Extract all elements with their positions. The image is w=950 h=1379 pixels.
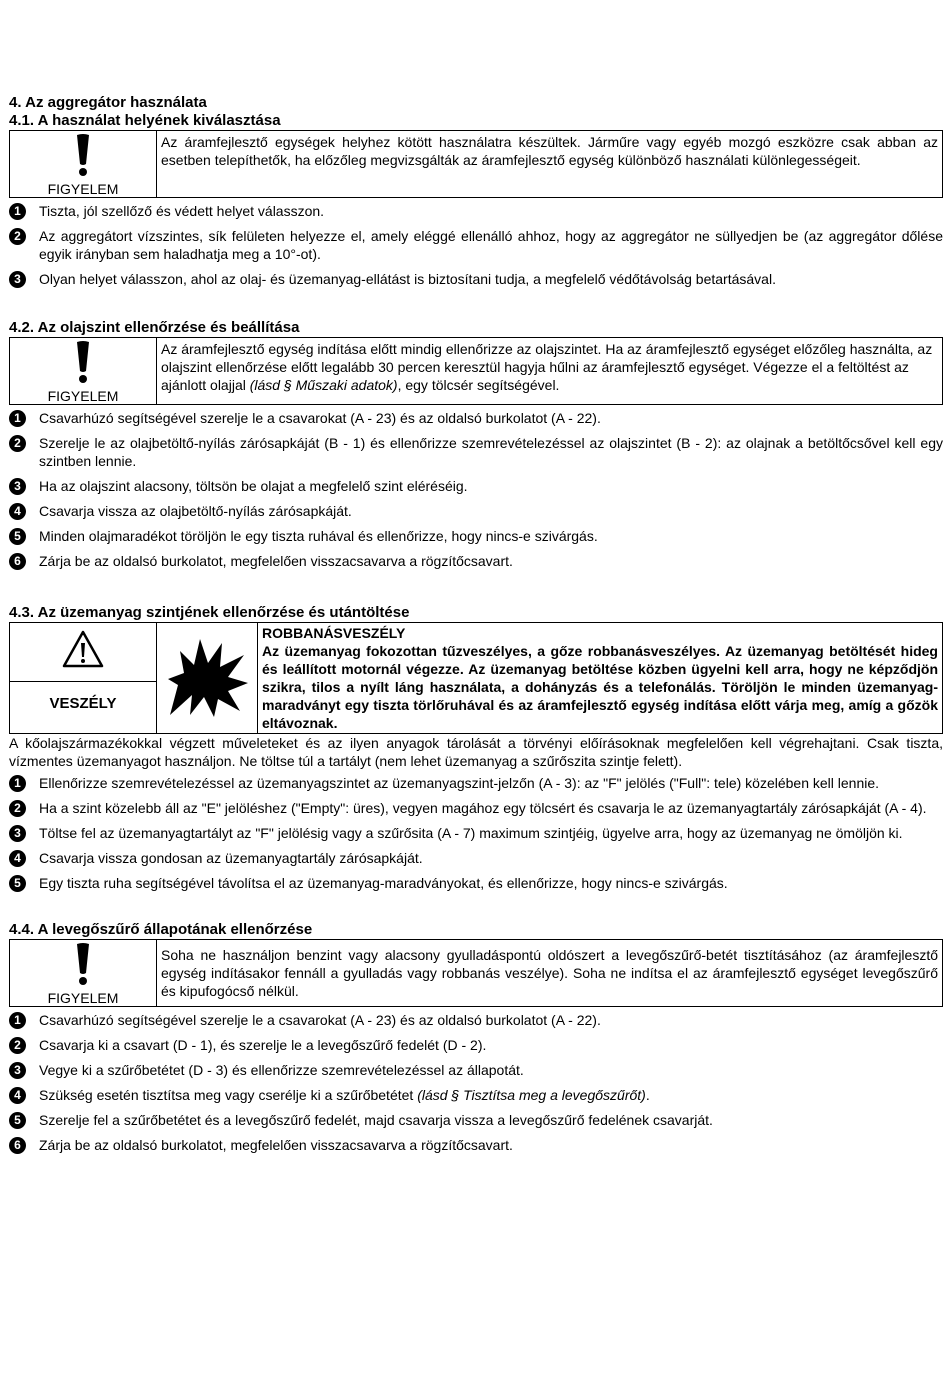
- warning-text: Az áramfejlesztő egységek helyhez kötött használatra készültek. Járműre vagy egyéb mozgó eszközre csak abban az esetben telepíthetők, ha előzőleg megvizsgálták az áramfejlesztő egység különböző használati különlegességeit.: [157, 131, 943, 198]
- list-item: 3 Vegye ki a szűrőbetétet (D - 3) és ellenőrizze szemrevételezéssel az állapotát.: [9, 1061, 943, 1079]
- list-item: 5 Egy tiszta ruha segítségével távolítsa el az üzemanyag-maradványokat, és ellenőrizze, hogy nincs-e szivárgás.: [9, 874, 943, 892]
- danger-text-cell: [258, 623, 943, 734]
- list-item: 4 Csavarja vissza gondosan az üzemanyagtartály zárósapkáját.: [9, 849, 943, 867]
- warning-icon-cell: [10, 131, 157, 198]
- warning-label: FIGYELEM: [47, 181, 119, 197]
- steps-list-4-3: [9, 774, 943, 892]
- step-number-icon: 4: [9, 1087, 26, 1104]
- list-item: 5 Szerelje fel a szűrőbetétet és a levegőszűrő fedelét, majd csavarja vissza a levegőszűrő fedelének csavarját.: [9, 1111, 943, 1129]
- danger-label: VESZÉLY: [49, 695, 117, 712]
- step-number-icon: 3: [9, 271, 26, 288]
- warning-box-4-2: [9, 337, 943, 405]
- danger-text: Az üzemanyag fokozottan tűzveszélyes, a gőze robbanásveszélyes. Az üzemanyag betöltését hideg és leállított motornál végezze. Az üzemanyag betöltése közben ügyelni kell arra, hogy ne képződjön szikra, tilos a nyílt láng használata, a dohányzás és a telefonálás. Töröljön le minden üzemanyag-maradványt egy tiszta törlőruhával és az áramfejlesztő egység indítása előtt várja meg, amíg a gőzök eltávoznak.: [262, 643, 938, 731]
- steps-list-4-2: [9, 409, 943, 570]
- reference-link: (lásd § Tisztítsa meg a levegőszűrőt): [417, 1087, 646, 1103]
- step-number-icon: 4: [9, 850, 26, 867]
- steps-list-4-1: [9, 202, 943, 288]
- list-item: 1 Csavarhúzó segítségével szerelje le a csavarokat (A - 23) és az oldalsó burkolatot (A - 22).: [9, 1011, 943, 1029]
- warning-label: FIGYELEM: [47, 388, 119, 404]
- step-number-icon: 5: [9, 875, 26, 892]
- step-number-icon: 6: [9, 1137, 26, 1154]
- step-number-icon: 3: [9, 1062, 26, 1079]
- warning-icon-cell: [10, 940, 157, 1007]
- danger-icon-cell: [10, 623, 157, 734]
- step-number-icon: 3: [9, 825, 26, 842]
- steps-list-4-4: [9, 1011, 943, 1154]
- list-item: 2 Csavarja ki a csavart (D - 1), és szerelje le a levegőszűrő fedelét (D - 2).: [9, 1036, 943, 1054]
- list-item: 1 Csavarhúzó segítségével szerelje le a csavarokat (A - 23) és az oldalsó burkolatot (A - 22).: [9, 409, 943, 427]
- section-4-1-title: 4.1. A használat helyének kiválasztása: [9, 112, 281, 129]
- section-4-3-title: 4.3. Az üzemanyag szintjének ellenőrzése és utántöltése: [9, 604, 410, 621]
- warning-text: Az áramfejlesztő egység indítása előtt mindig ellenőrizze az olajszintet. Ha az áramfejlesztő egységet előzőleg használta, az olajszint ellenőrzése előtt legalább 30 percen keresztül hagyja hűlni az áramfejlesztő egységet. Végezze el a feltöltést az ajánlott olajjal (lásd § Műszaki adatok), egy tölcsér segítségével.: [157, 338, 943, 405]
- danger-box-4-3: [9, 622, 943, 734]
- document-page: [9, 94, 943, 1161]
- step-number-icon: 4: [9, 503, 26, 520]
- warning-box-4-4: [9, 939, 943, 1007]
- list-item: 1 Ellenőrizze szemrevételezéssel az üzemanyagszintet az üzemanyagszint-jelzőn (A - 3): az "F" jelölés ("Full": tele) közelében kell lennie.: [9, 774, 943, 792]
- section-4-2-title: 4.2. Az olajszint ellenőrzése és beállítása: [9, 319, 300, 336]
- step-number-icon: 2: [9, 435, 26, 452]
- warning-label: FIGYELEM: [47, 990, 119, 1006]
- warning-box-4-1: [9, 130, 943, 198]
- exclamation-icon: [73, 942, 93, 986]
- warning-icon-cell: [10, 338, 157, 405]
- step-number-icon: 1: [9, 1012, 26, 1029]
- list-item: 3 Olyan helyet válasszon, ahol az olaj- és üzemanyag-ellátást is biztosítani tudja, a megfelelő védőtávolság betartásával.: [9, 270, 943, 288]
- danger-title: ROBBANÁSVESZÉLY: [262, 625, 406, 641]
- list-item: 3 Töltse fel az üzemanyagtartályt az "F" jelölésig vagy a szűrősita (A - 7) maximum szintjéig, ügyelve arra, hogy az üzemanyag ne ömöljön ki.: [9, 824, 943, 842]
- exclamation-icon: [73, 340, 93, 384]
- list-item: 4 Szükség esetén tisztítsa meg vagy cserélje ki a szűrőbetétet (lásd § Tisztítsa meg a levegőszűrőt).: [9, 1086, 943, 1104]
- list-item: 1 Tiszta, jól szellőző és védett helyet válasszon.: [9, 202, 943, 220]
- step-number-icon: 3: [9, 478, 26, 495]
- step-number-icon: 6: [9, 553, 26, 570]
- step-number-icon: 1: [9, 775, 26, 792]
- step-number-icon: 1: [9, 410, 26, 427]
- step-number-icon: 2: [9, 800, 26, 817]
- step-number-icon: 5: [9, 528, 26, 545]
- list-item: 2 Ha a szint közelebb áll az "E" jelöléshez ("Empty": üres), vegyen magához egy tölcsért és csavarja le az üzemanyagtartály zárósapkáját (A - 4).: [9, 799, 943, 817]
- list-item: 3 Ha az olajszint alacsony, töltsön be olajat a megfelelő szint eléréséig.: [9, 477, 943, 495]
- step-number-icon: 5: [9, 1112, 26, 1129]
- list-item: 6 Zárja be az oldalsó burkolatot, megfelelően visszacsavarva a rögzítőcsavart.: [9, 1136, 943, 1154]
- warning-text: Soha ne használjon benzint vagy alacsony gyulladáspontú oldószert a levegőszűrő-betét tisztításához (az áramfejlesztő egység indításakor fennáll a gyulladás vagy robbanás veszélye). Soha ne indítsa el az áramfejlesztő egységet levegőszűrő és kipufogócső nélkül.: [157, 940, 943, 1007]
- fuel-intro-text: A kőolajszármazékokkal végzett műveleteket és az ilyen anyagok tárolását a törvényi előírásoknak megfelelően kell végrehajtani. Csak tiszta, vízmentes üzemanyagot használjon. Ne töltse túl a tartályt (nem lehet üzemanyag a szűrőszita szintje felett).: [9, 735, 943, 769]
- list-item: 2 Szerelje le az olajbetöltő-nyílás zárósapkáját (B - 1) és ellenőrizze szemrevételezéssel az olajszintet (B - 2): az olajnak a betöltőcsővel kell egy szintben lennie.: [9, 434, 943, 470]
- section-4-4-title: 4.4. A levegőszűrő állapotának ellenőrzése: [9, 921, 313, 938]
- list-item: 6 Zárja be az oldalsó burkolatot, megfelelően visszacsavarva a rögzítőcsavart.: [9, 552, 943, 570]
- step-number-icon: 2: [9, 1037, 26, 1054]
- explosion-icon-cell: [157, 623, 258, 734]
- chapter-title: 4. Az aggregátor használata: [9, 94, 207, 111]
- list-item: 5 Minden olajmaradékot töröljön le egy tiszta ruhával és ellenőrizze, hogy nincs-e szivárgás.: [9, 527, 943, 545]
- step-number-icon: 1: [9, 203, 26, 220]
- reference-link: (lásd § Műszaki adatok): [249, 377, 398, 393]
- list-item: 4 Csavarja vissza az olajbetöltő-nyílás zárósapkáját.: [9, 502, 943, 520]
- explosion-icon: [164, 633, 250, 719]
- step-number-icon: 2: [9, 228, 26, 245]
- exclamation-icon: [73, 133, 93, 177]
- warning-triangle-icon: [61, 629, 105, 669]
- list-item: 2 Az aggregátort vízszintes, sík felületen helyezze el, amely eléggé ellenálló ahhoz, hogy az aggregátor ne süllyedjen be (az aggregátor dőlése egyik irányban sem haladhatja meg a 10°-ot).: [9, 227, 943, 263]
